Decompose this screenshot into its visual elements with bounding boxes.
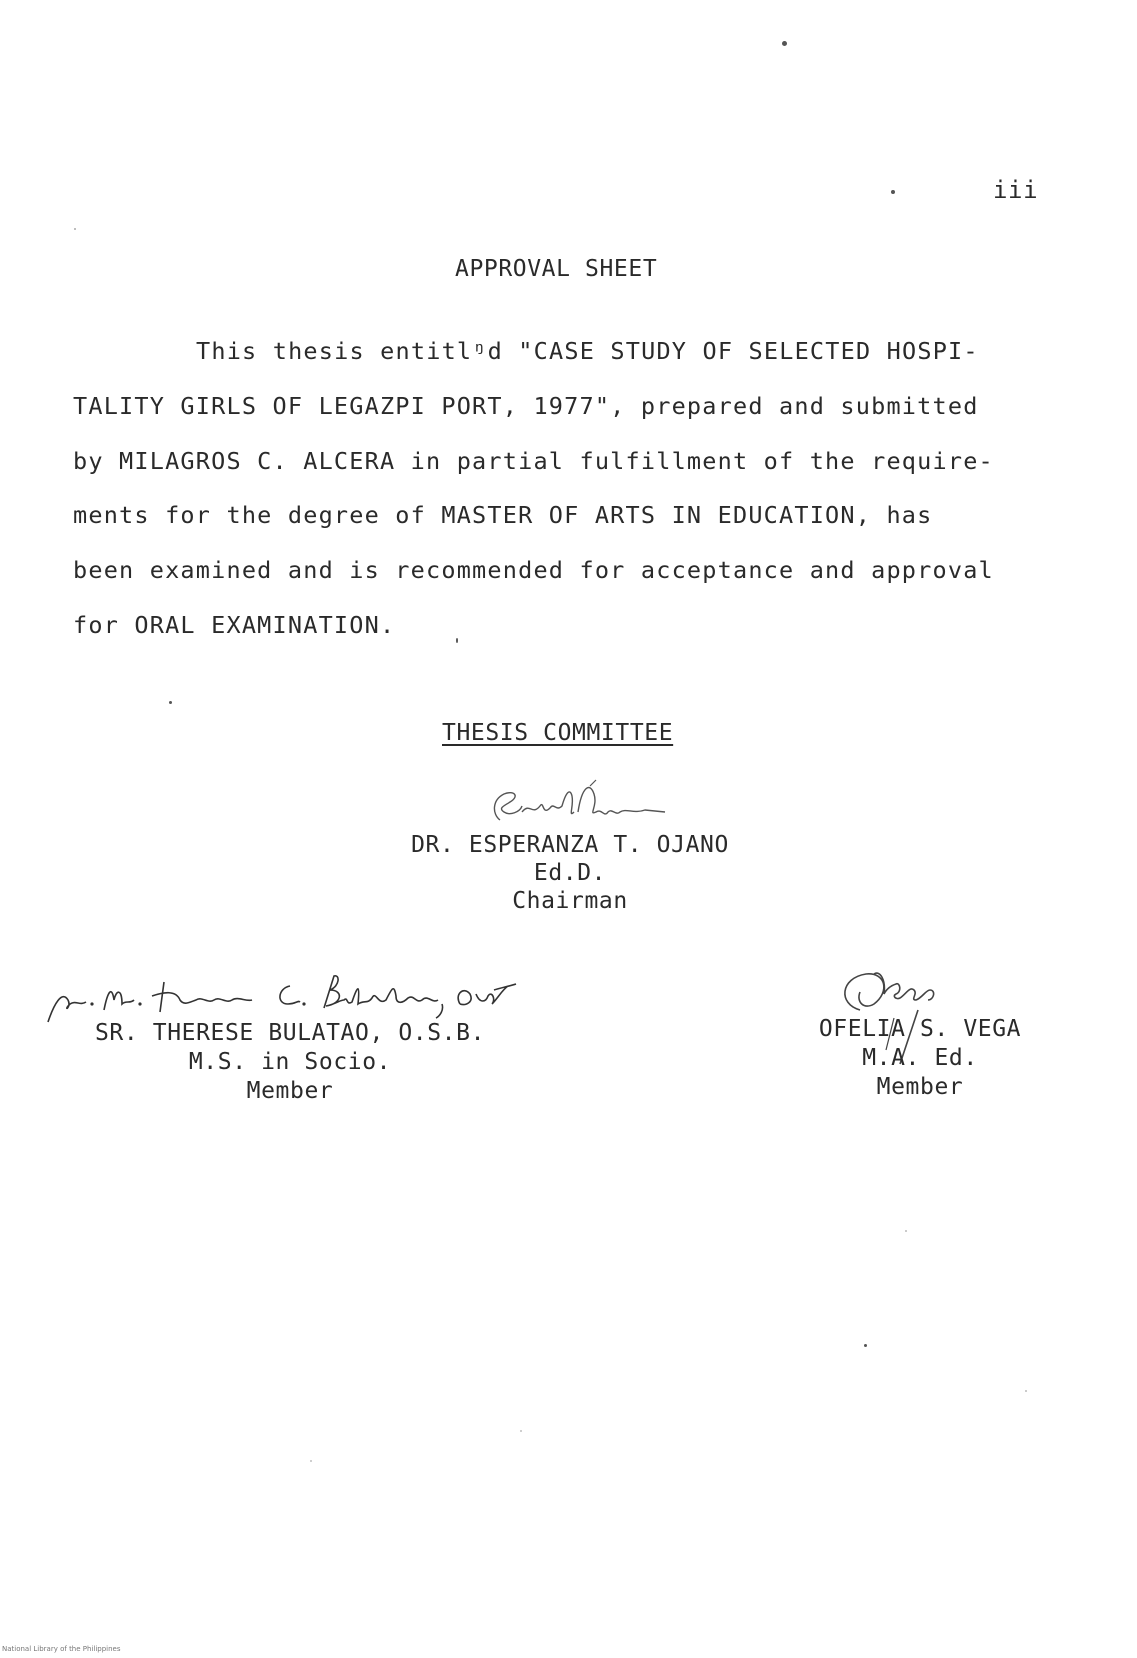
paragraph-line: This thesis entitlᵑd "CASE STUDY OF SELECTED HOSPI- [196, 337, 979, 365]
chairman-name: DR. ESPERANZA T. OJANO [411, 832, 729, 858]
scan-speck [310, 1460, 312, 1462]
member-right-degree: M.A. Ed. [862, 1045, 978, 1071]
scan-speck [1025, 1390, 1027, 1392]
paragraph-line: for ORAL EXAMINATION. [73, 611, 396, 639]
scan-speck [169, 701, 172, 704]
chairman-role: Chairman [512, 888, 628, 914]
scan-speck [782, 41, 787, 46]
paragraph-line: been examined and is recommended for acceptance and approval [73, 556, 994, 584]
chairman-degree: Ed.D. [533, 860, 607, 886]
committee-heading: THESIS COMMITTEE [442, 720, 674, 746]
scan-speck [74, 228, 76, 230]
member-left-degree: M.S. in Socio. [188, 1049, 392, 1075]
scan-speck [905, 1230, 907, 1232]
paragraph-line: by MILAGROS C. ALCERA in partial fulfillment of the require- [73, 447, 994, 475]
paragraph-line: TALITY GIRLS OF LEGAZPI PORT, 1977", prepared and submitted [73, 392, 979, 420]
scan-speck [520, 1430, 522, 1432]
page-number: iii [993, 176, 1039, 204]
member-left-name: SR. THERESE BULATAO, O.S.B. [94, 1020, 486, 1046]
member-left-role: Member [246, 1078, 334, 1104]
member-right-name: OFELIA S. VEGA [818, 1016, 1022, 1042]
scan-speck [456, 638, 458, 643]
page-title: APPROVAL SHEET [455, 256, 658, 282]
footer-text: National Library of the Philippines [2, 1645, 121, 1653]
member-right-role: Member [876, 1074, 964, 1100]
scan-speck [891, 190, 895, 194]
scan-speck [864, 1344, 867, 1347]
paragraph-line: ments for the degree of MASTER OF ARTS IN EDUCATION, has [73, 501, 933, 529]
